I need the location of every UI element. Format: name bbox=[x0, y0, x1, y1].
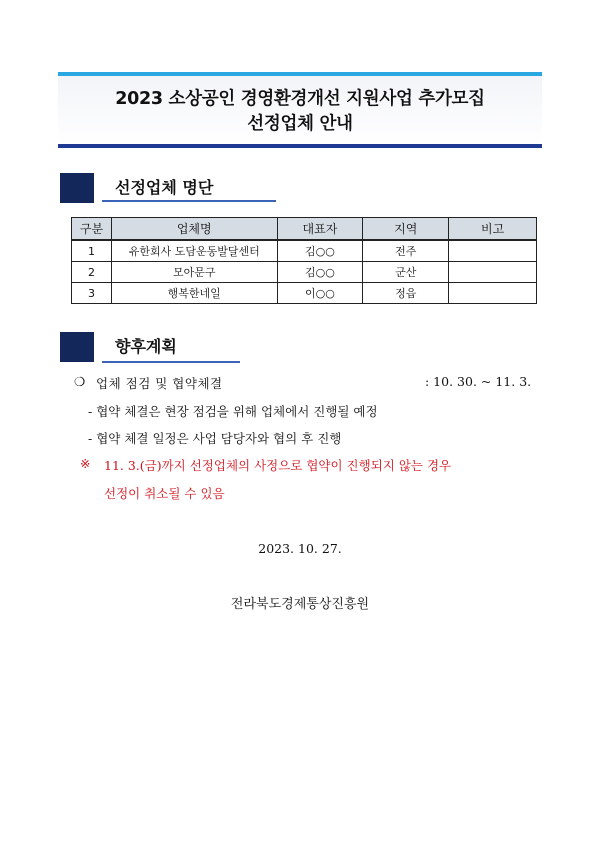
note-text-line1: 11. 3.(금)까지 선정업체의 사정으로 협약이 진행되지 않는 경우 bbox=[104, 458, 452, 473]
plan-sub-item: - 협약 체결은 현장 점검을 위해 업체에서 진행될 예정 bbox=[88, 404, 378, 419]
cell-representative: 이○○ bbox=[277, 283, 363, 304]
cell-note bbox=[449, 262, 537, 283]
cell-number: 2 bbox=[72, 262, 112, 283]
document-date: 2023. 10. 27. bbox=[258, 541, 342, 556]
document-title-line1: 2023 소상공인 경영환경개선 지원사업 추가모집 bbox=[115, 89, 485, 109]
cell-number: 1 bbox=[72, 240, 112, 262]
cell-representative: 김○○ bbox=[277, 262, 363, 283]
issuing-organization: 전라북도경제통상진흥원 bbox=[230, 597, 370, 612]
cell-company: 모아문구 bbox=[111, 262, 277, 283]
cell-representative: 김○○ bbox=[277, 240, 363, 262]
vendor-table bbox=[71, 217, 537, 304]
cell-note bbox=[449, 240, 537, 262]
section-underline bbox=[102, 200, 276, 202]
table-row bbox=[72, 283, 537, 304]
plan-item-bullet: ❍ bbox=[74, 374, 86, 389]
plan-sub-item: - 협약 체결 일정은 사업 담당자와 협의 후 진행 bbox=[88, 431, 342, 446]
cell-region: 군산 bbox=[363, 262, 449, 283]
note-text-line2: 선정이 취소될 수 있음 bbox=[104, 486, 225, 501]
section-title: 선정업체 명단 bbox=[115, 178, 214, 197]
table-header-row bbox=[72, 218, 537, 241]
document-title-box bbox=[58, 72, 542, 148]
document-title-line2: 선정업체 안내 bbox=[247, 114, 353, 134]
header-cell-region: 지역 bbox=[363, 218, 449, 241]
section-underline bbox=[102, 361, 240, 363]
section-title: 향후계획 bbox=[115, 337, 177, 356]
note-mark: ※ bbox=[80, 456, 91, 471]
section-square-icon bbox=[60, 173, 94, 203]
table-row bbox=[72, 240, 537, 262]
header-cell-number: 구분 bbox=[72, 218, 112, 241]
cell-note bbox=[449, 283, 537, 304]
plan-item-date: : 10. 30. ~ 11. 3. bbox=[425, 374, 532, 389]
header-cell-company: 업체명 bbox=[111, 218, 277, 241]
header-cell-note: 비고 bbox=[449, 218, 537, 241]
cell-region: 정읍 bbox=[363, 283, 449, 304]
title-bottom-bar bbox=[58, 144, 542, 148]
cell-region: 전주 bbox=[363, 240, 449, 262]
header-cell-representative: 대표자 bbox=[277, 218, 363, 241]
plan-item-label: 업체 점검 및 협약체결 bbox=[96, 376, 223, 391]
cell-number: 3 bbox=[72, 283, 112, 304]
title-content bbox=[58, 76, 542, 144]
section-square-icon bbox=[60, 332, 94, 362]
cell-company: 유한회사 도담운동발달센터 bbox=[111, 240, 277, 262]
table-row bbox=[72, 262, 537, 283]
cell-company: 행복한네일 bbox=[111, 283, 277, 304]
